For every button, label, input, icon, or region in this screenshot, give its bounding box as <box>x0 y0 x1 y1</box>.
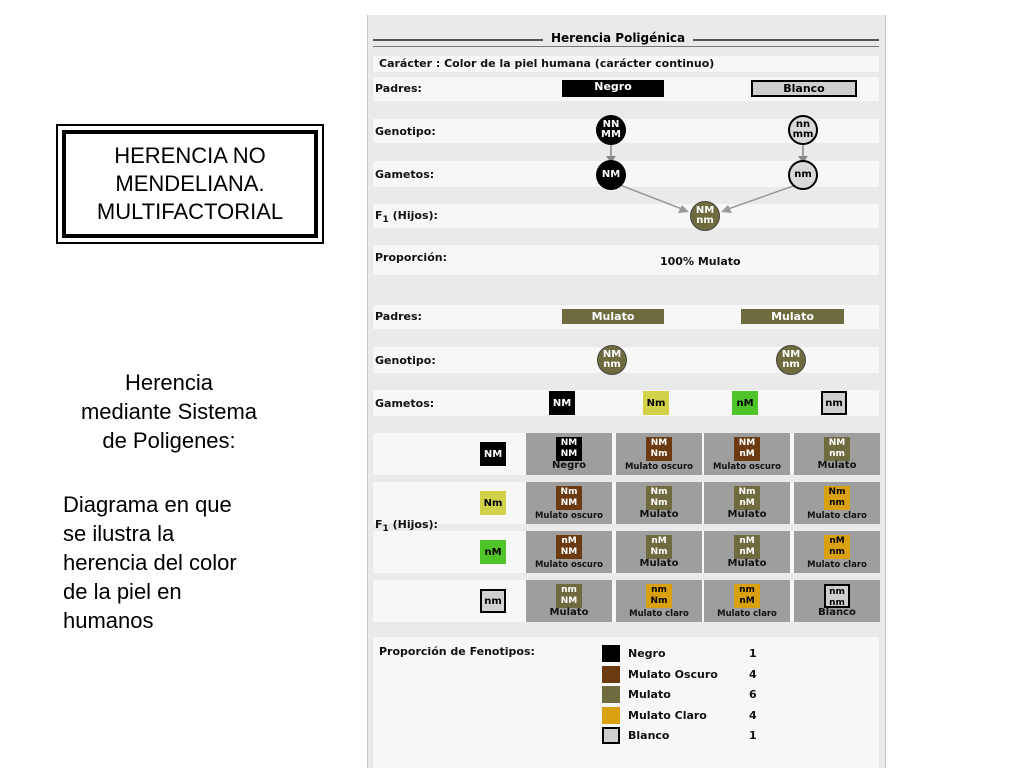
genotype-circle-blanco: nn mm <box>788 115 818 145</box>
f1-label-1: $F_1$ (Hijos): <box>375 209 438 226</box>
cell-genotype: nm nm <box>824 584 850 608</box>
genotype-circle-negro: NN MM <box>596 115 626 145</box>
genotipo-label-2: Genotipo: <box>375 354 436 367</box>
side-description: Diagrama en que se ilustra la herencia del color de la piel en humanos <box>63 492 237 633</box>
legend-band <box>373 637 879 768</box>
cell-genotype: nm nM <box>734 584 760 608</box>
cell-genotype: NM NM <box>556 437 582 461</box>
punnett-cell <box>616 531 702 573</box>
arrow-left-gamete <box>620 185 682 209</box>
arrowhead-right-gamete <box>721 205 732 213</box>
cell-phenotype: Mulato oscuro <box>534 560 604 570</box>
legend-swatch <box>602 727 620 744</box>
legend-count: 1 <box>749 647 757 660</box>
cell-phenotype: Negro <box>551 460 587 471</box>
cell-phenotype: Mulato <box>639 509 679 520</box>
cell-phenotype: Mulato oscuro <box>534 511 604 521</box>
parent-mulato-left: Mulato <box>562 309 664 324</box>
legend-swatch <box>602 707 620 724</box>
punnett-cell <box>794 433 880 475</box>
legend-title: Proporción de Fenotipos: <box>379 645 535 658</box>
title-box <box>56 124 324 244</box>
proporcion-label: Proporción: <box>375 251 447 264</box>
f1-label-2: $F_1$ (Hijos): <box>375 518 438 535</box>
legend-count: 4 <box>749 667 757 681</box>
gametos-band-2 <box>373 390 879 416</box>
cell-genotype: nm NM <box>556 584 582 608</box>
punnett-cell <box>526 531 612 573</box>
gamete-circle-blanco: nm <box>788 160 818 190</box>
cell-phenotype: Mulato oscuro <box>624 462 694 472</box>
cell-genotype: Nm nM <box>734 486 760 510</box>
genotipo-label-1: Genotipo: <box>375 125 436 138</box>
proporcion-value: 100% Mulato <box>660 255 741 268</box>
legend-name: Mulato Oscuro <box>628 667 718 681</box>
punnett-cell <box>526 433 612 475</box>
parent-negro: Negro <box>562 80 664 97</box>
gamete-Nm: Nm <box>643 391 669 415</box>
diagram-header: Herencia Poligénica <box>543 31 693 45</box>
cell-genotype: nM NM <box>556 535 582 559</box>
gametos-label-1: Gametos: <box>375 168 435 181</box>
diagram-panel <box>367 15 886 768</box>
parent-mulato-right: Mulato <box>741 309 844 324</box>
cell-genotype: nm Nm <box>646 584 672 608</box>
cell-phenotype: Blanco <box>818 607 856 618</box>
legend-count: 6 <box>749 688 757 701</box>
gamete-circle-negro: NM <box>596 160 626 190</box>
parent-blanco: Blanco <box>751 80 857 97</box>
punnett-cell <box>704 482 790 524</box>
cell-phenotype: Mulato <box>727 509 767 520</box>
row-gamete-NM: NM <box>480 442 506 466</box>
cell-phenotype: Mulato <box>727 558 767 569</box>
arrowhead-left-gamete <box>678 205 689 213</box>
genotype-circle-mulato-right: NM nm <box>776 345 806 375</box>
row-gamete-Nm: Nm <box>480 491 506 515</box>
cell-phenotype: Mulato <box>549 607 589 618</box>
legend-count: 1 <box>749 729 757 742</box>
legend-swatch <box>602 686 620 703</box>
punnett-cell <box>616 433 702 475</box>
cell-genotype: Nm Nm <box>646 486 672 510</box>
legend-swatch <box>602 645 620 662</box>
gametos-label-2: Gametos: <box>375 397 435 410</box>
punnett-cell <box>704 433 790 475</box>
arrow-right-gamete <box>728 185 796 209</box>
row-gamete-nm: nm <box>480 589 506 613</box>
cell-phenotype: Mulato <box>817 460 857 471</box>
side-heading: Herencia mediante Sistema de Poligenes: <box>80 370 258 453</box>
punnett-cell <box>794 482 880 524</box>
punnett-cell <box>526 580 612 622</box>
cell-phenotype: Mulato claro <box>807 560 867 570</box>
cell-phenotype: Mulato <box>639 558 679 569</box>
legend-name: Blanco <box>628 729 670 742</box>
punnett-cell <box>704 580 790 622</box>
padres-label-1: Padres: <box>375 82 422 95</box>
gamete-nm: nm <box>821 391 847 415</box>
gamete-nM: nM <box>732 391 758 415</box>
padres-band-2 <box>373 305 879 329</box>
cell-genotype: Nm NM <box>556 486 582 510</box>
punnett-cell <box>616 482 702 524</box>
legend-count: 4 <box>749 708 757 722</box>
punnett-cell <box>794 531 880 573</box>
cell-phenotype: Mulato oscuro <box>712 462 782 472</box>
row-gamete-nM: nM <box>480 540 506 564</box>
title-text: HERENCIA NO MENDELIANA. MULTIFACTORIAL <box>65 133 315 235</box>
cell-phenotype: Mulato claro <box>629 609 689 619</box>
legend-name: Mulato Claro <box>628 708 707 722</box>
cell-phenotype: Mulato claro <box>807 511 867 521</box>
punnett-cell <box>794 580 880 622</box>
cell-genotype: NM nm <box>824 437 850 461</box>
gamete-NM: NM <box>549 391 575 415</box>
genotype-circle-mulato-left: NM nm <box>597 345 627 375</box>
punnett-cell <box>704 531 790 573</box>
proporcion-band <box>373 245 879 275</box>
cell-genotype: nM Nm <box>646 535 672 559</box>
punnett-cell <box>526 482 612 524</box>
cell-genotype: NM nM <box>734 437 760 461</box>
cell-genotype: nM nM <box>734 535 760 559</box>
cell-genotype: nM nm <box>824 535 850 559</box>
f1-circle-mulato: NM nm <box>690 201 720 231</box>
cell-genotype: Nm nm <box>824 486 850 510</box>
legend-name: Negro <box>628 647 666 660</box>
punnett-cell <box>616 580 702 622</box>
legend-swatch <box>602 666 620 683</box>
cell-phenotype: Mulato claro <box>717 609 777 619</box>
character-text: Carácter : Color de la piel humana (carácter continuo) <box>379 57 715 70</box>
cell-genotype: NM Nm <box>646 437 672 461</box>
legend-name: Mulato <box>628 688 671 701</box>
padres-label-2: Padres: <box>375 310 422 323</box>
